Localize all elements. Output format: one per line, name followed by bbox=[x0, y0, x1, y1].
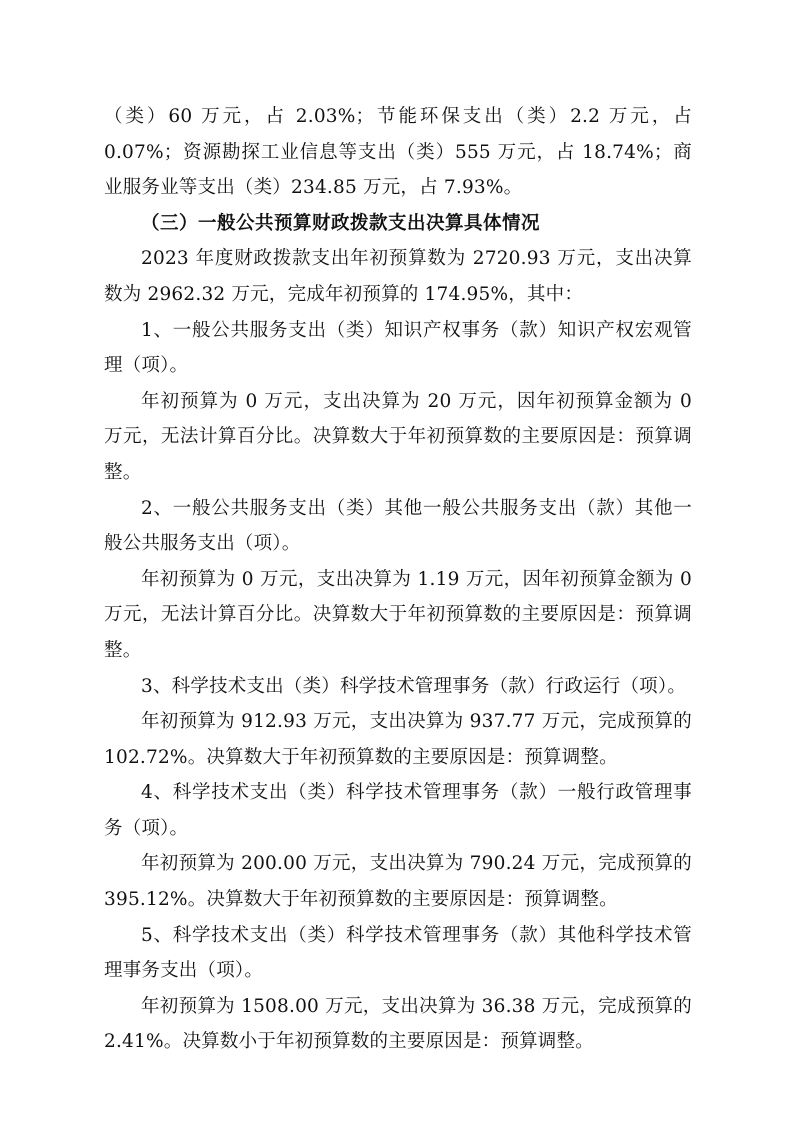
item-1-detail: 年初预算为 0 万元，支出决算为 20 万元，因年初预算金额为 0 万元，无法计算百分比。决算数大于年初预算数的主要原因是：预算调整。 bbox=[104, 390, 692, 483]
paragraph-continued-expenditure: （类）60 万元，占 2.03%；节能环保支出（类）2.2 万元，占 0.07%；资源勘探工业信息等支出（类）555 万元，占 18.74%；商业服务业等支出（类）234.85 万元，占 7.93%。 bbox=[104, 106, 692, 199]
item-2-title: 2、一般公共服务支出（类）其他一般公共服务支出（款）其他一般公共服务支出（项）。 bbox=[104, 497, 692, 555]
item-3-title: 3、科学技术支出（类）科学技术管理事务（款）行政运行（项）。 bbox=[141, 675, 687, 697]
item-2-detail: 年初预算为 0 万元，支出决算为 1.19 万元，因年初预算金额为 0 万元，无法计算百分比。决算数大于年初预算数的主要原因是：预算调整。 bbox=[104, 568, 692, 661]
item-1-title: 1、一般公共服务支出（类）知识产权事务（款）知识产权宏观管理（项）。 bbox=[104, 319, 692, 377]
document-body bbox=[104, 99, 692, 1060]
item-4-detail: 年初预算为 200.00 万元，支出决算为 790.24 万元，完成预算的 395.12%。决算数大于年初预算数的主要原因是：预算调整。 bbox=[104, 853, 692, 911]
section-heading-general-budget: （三）一般公共预算财政拨款支出决算具体情况 bbox=[141, 212, 541, 234]
item-3-detail: 年初预算为 912.93 万元，支出决算为 937.77 万元，完成预算的 102.72%。决算数大于年初预算数的主要原因是：预算调整。 bbox=[104, 711, 692, 768]
paragraph-budget-summary: 2023 年度财政拨款支出年初预算数为 2720.93 万元，支出决算数为 2962.32 万元，完成年初预算的 174.95%，其中： bbox=[104, 248, 692, 305]
item-5-title: 5、科学技术支出（类）科学技术管理事务（款）其他科学技术管理事务支出（项）。 bbox=[104, 924, 692, 982]
item-5-detail: 年初预算为 1508.00 万元，支出决算为 36.38 万元，完成预算的 2.41%。决算数小于年初预算数的主要原因是：预算调整。 bbox=[104, 995, 692, 1053]
item-4-title: 4、科学技术支出（类）科学技术管理事务（款）一般行政管理事务（项）。 bbox=[104, 782, 692, 839]
